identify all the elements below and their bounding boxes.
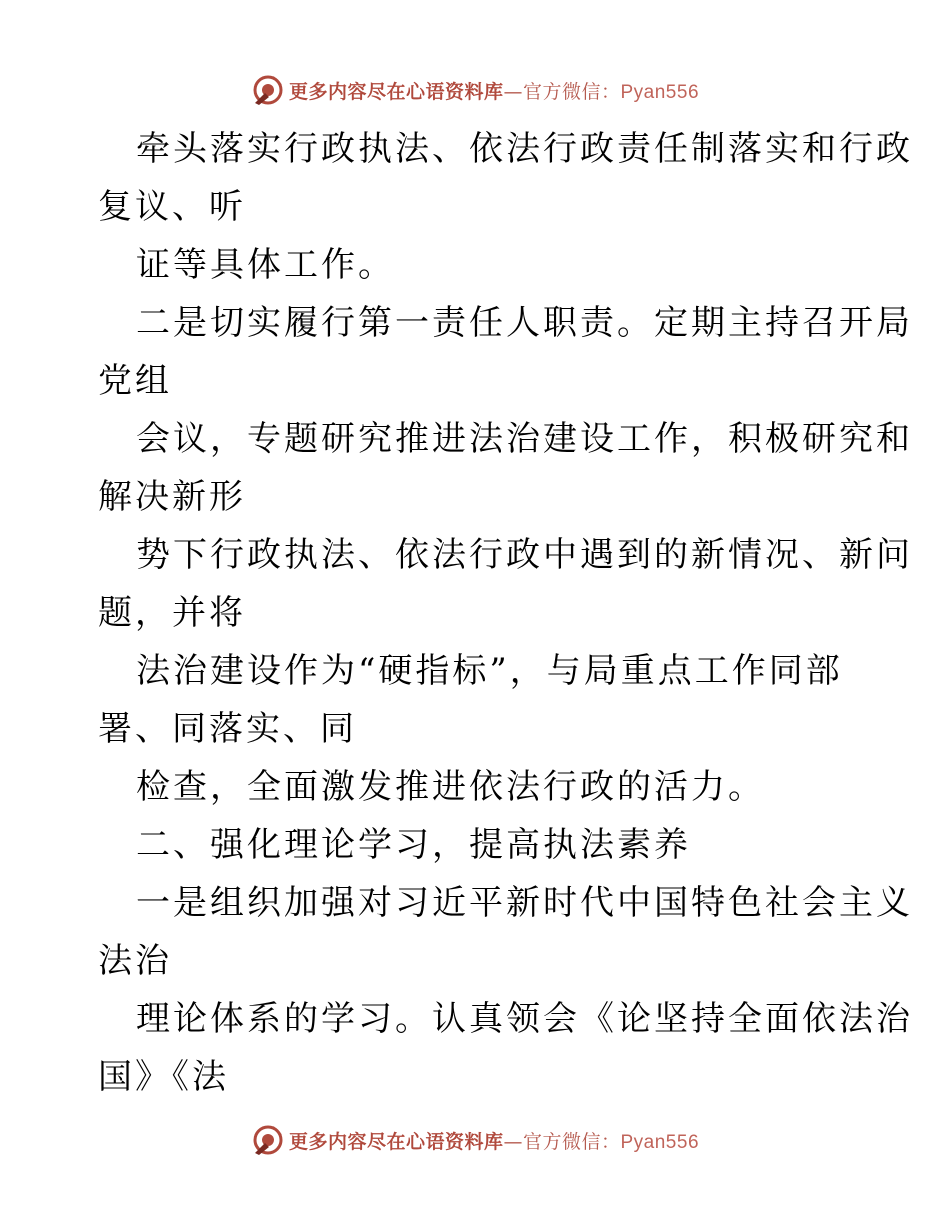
watermark-dash: —	[503, 1130, 523, 1153]
watermark-site-text: 更多内容尽在心语资料库	[288, 1130, 504, 1153]
watermark-wechat-id: Pyan556	[620, 1131, 700, 1153]
text-line: 法治建设作为“硬指标”，与局重点工作同部	[136, 651, 843, 691]
text-line: 会议，专题研究推进法治建设工作，积极研究和	[136, 419, 913, 459]
text-line: 题，并将	[98, 593, 246, 633]
text-line: 检查，全面激发推进依法行政的活力。	[136, 767, 765, 807]
text-line: 署、同落实、同	[98, 709, 357, 749]
document-body	[98, 120, 913, 1106]
watermark-site-text: 更多内容尽在心语资料库	[288, 80, 504, 103]
text-line: 国》《法	[98, 1057, 229, 1097]
text-line: 党组	[98, 361, 172, 401]
pen-circle-logo-icon	[251, 1123, 285, 1157]
text-line: 二是切实履行第一责任人职责。定期主持召开局	[136, 303, 913, 343]
watermark-dash: —	[503, 80, 523, 103]
watermark-wechat-id: Pyan556	[620, 81, 700, 103]
pen-circle-logo-icon	[251, 73, 285, 107]
watermark-official-text: 官方微信：	[522, 1130, 621, 1153]
header-watermark	[0, 70, 950, 110]
watermark-text	[289, 77, 699, 104]
text-line: 二、强化理论学习，提高执法素养	[136, 825, 691, 865]
text-line: 牵头落实行政执法、依法行政责任制落实和行政	[136, 129, 913, 169]
text-line: 一是组织加强对习近平新时代中国特色社会主义	[136, 883, 913, 923]
watermark-official-text: 官方微信：	[522, 80, 621, 103]
text-line: 理论体系的学习。认真领会《论坚持全面依法治	[136, 999, 913, 1039]
text-line: 解决新形	[98, 477, 246, 517]
text-line: 法治	[98, 941, 172, 981]
text-line: 复议、听	[98, 187, 246, 227]
text-line: 势下行政执法、依法行政中遇到的新情况、新问	[136, 535, 913, 575]
text-line: 证等具体工作。	[136, 245, 395, 285]
watermark-text	[289, 1127, 699, 1154]
footer-watermark	[0, 1120, 950, 1160]
